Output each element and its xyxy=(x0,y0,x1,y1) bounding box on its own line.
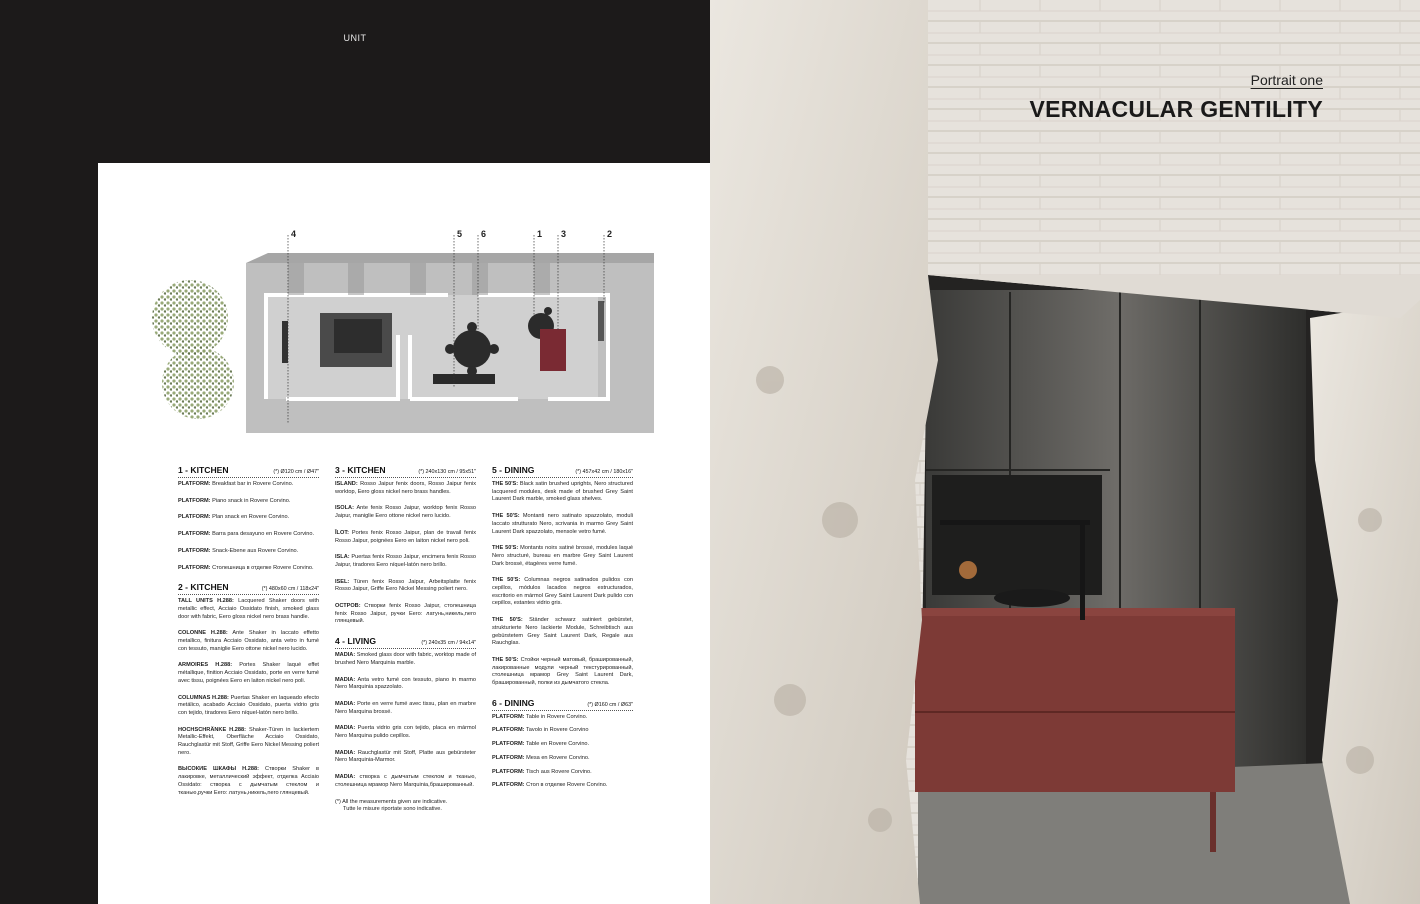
section-title: 4 - LIVING xyxy=(335,636,377,647)
callout-2: 2 xyxy=(607,229,613,239)
stone-jamb-left xyxy=(710,0,938,904)
unit-label: UNIT xyxy=(343,33,367,43)
callout-4: 4 xyxy=(291,229,297,239)
portrait-subtitle: Portrait one xyxy=(1250,72,1323,88)
section-title: 6 - DINING xyxy=(492,697,535,708)
dark-header-band xyxy=(0,0,710,163)
section-1-kitchen: 1 - KITCHEN (*) Ø120 cm / Ø47" PLATFORM: Breakfast bar in Rovere Corvino. PLATFORM: Piano snack in Rovere Corvino. PLATFORM: Plan snack en Rovere Corvino. PLATFORM: Barra para desayuno en Rovere Corvino. PLATFORM: Snack-Ebene aus Rovere Corvino. PLATFORM: Столешница в отделке Rovere Corvino. xyxy=(178,465,319,571)
section-3-kitchen: 3 - KITCHEN (*) 240x130 cm / 95x51" ISLAND: Rosso Jaipur fenix doors, Rosso Jaipur fenix worktop, Eero gloss nickel nero brass handles. ISOLA: Ante fenix Rosso Jaipur, worktop fenix Rosso Jaipur, maniglie Eero ottone nickel nero lucido. ÎLOT: Portes fenix Rosso Jaipur, plan de travail fenix Rosso Jaipur, poignées Eero en laiton nickel nero poli. ISLA: Puertas fenix Rosso Jaipur, encimera fenix Rosso Jaipur, tiradores Eero níquel-latón nero brillo. ISEL: Türen fenix Rosso Jaipur, Arbeitsplatte fenix Rosso Jaipur, Griffe Eero Nickel Messing poliert nero. ОСТРОВ: Створки fenix Rosso Jaipur, столешница fenix Rosso Jaipur, ручки Eero: латунь,никель,nero глянцевый. xyxy=(335,465,477,625)
specification-sheet xyxy=(98,163,710,904)
section-measure: (*) 480x60 cm / 118x24" xyxy=(261,586,319,593)
section-title: 2 - KITCHEN xyxy=(178,582,229,593)
section-5-dining: 5 - DINING (*) 457x42 cm / 180x16" THE 50'S: Black satin brushed uprights, Nero structured lacquered modules, desk made of brushed Grey Saint Laurent Dark marble, smoked glass shelves. THE 50'S: Montanti nero satinato spazzolato, moduli laccato strutturato Nero, scrivania in marmo Grey Saint Laurent Dark spazzolato, mensole vetro fumé. THE 50'S: Montants noirs satiné brossé, modules laqué Nero structuré, bureau en marbre Grey Saint Laurent Dark brossé, étagères verre fumé. THE 50'S: Columnas negros satinados pulidos con cepillos, módulos lacados negros estructurados, escritorio en mármol Grey Saint Laurent Dark pulido con cepillos, estantes vidrio gris. THE 50'S: Ständer schwarz satiniert gebürstet, strukturierte Nero lackierte Module, Schreibtisch aus gebürstetem Grey Saint Laurent Dark, Regale aus Rauchglas. THE 50'S: Стойки черный матовый, брашированный, лакированные модули черный текстурированный, столешница мрамор Grey Saint Laurent Dark, брашированный, полки из дымчатого стекла. xyxy=(492,465,634,687)
column-3 xyxy=(492,465,633,796)
section-title: 5 - DINING xyxy=(492,465,535,475)
section-measure: (*) Ø160 cm / Ø63" xyxy=(587,701,633,708)
callout-6: 6 xyxy=(481,229,487,239)
section-measure: (*) 240x35 cm / 94x14" xyxy=(421,640,476,647)
callout-1: 1 xyxy=(537,229,543,239)
section-title: 1 - KITCHEN xyxy=(178,465,229,475)
tree-illustration xyxy=(152,280,234,419)
red-island xyxy=(540,329,566,371)
section-measure: (*) 457x42 cm / 180x16" xyxy=(575,469,633,475)
callout-3: 3 xyxy=(561,229,567,239)
page-title: VERNACULAR GENTILITY xyxy=(1029,96,1323,122)
kitchen-photo-panel xyxy=(710,0,1420,904)
section-measure: (*) 240x130 cm / 95x51" xyxy=(418,469,476,475)
section-title: 3 - KITCHEN xyxy=(335,465,386,475)
madia-unit xyxy=(433,374,495,384)
callout-5: 5 xyxy=(457,229,463,239)
column-1 xyxy=(178,465,319,806)
measurement-footnote: (*) All the measurements given are indicative. Tutte le misure riportate sono indicative. xyxy=(335,798,448,813)
section-2-kitchen: 2 - KITCHEN (*) 480x60 cm / 118x24" TALL UNITS H.288: Lacquered Shaker doors with metallic effect, Acciaio Ossidato finish, smoked glass door with fabric, Eero gloss nickel nero brass handle. COLONNE H.288: Ante Shaker in laccato effetto metallico, finitura Acciaio Ossidato, anta vetro in fumé con tessuto, maniglie Eero ottone nickel nero lucido. ARMOIRES H.288: Portes Shaker laqué effet métallique, finition Acciaio Ossidato, porte en verre fumé avec tissu, poignées Eero en laiton nickel nero poli. COLUMNAS H.288: Puertas Shaker en laqueado efecto metálico, acabado Acciaio Ossidato, puerta vidrio gris con tejido, tiradores Eero níquel-latón nero brillo. HOCHSCHRÄNKE H.288: Shaker-Türen in lackiertem Metallic-Effekt, Oberfläche Acciaio Ossidato, Rauchglastür mit Stoff, Griffe Eero Nickel Messing poliert nero. ВЫСОКИЕ ШКАФЫ H.288: Створки Shaker в лакировке, металлический эффект, отделка Acciaio Ossidato: створка с дымчатым стеклом и тканью,ручки Eero: латунь,никель,nero глянцевый. xyxy=(178,582,320,796)
kitchen-photograph xyxy=(710,0,1420,904)
section-measure: (*) Ø120 cm / Ø47" xyxy=(273,469,319,475)
tall-units xyxy=(598,301,604,341)
section-6-dining: 6 - DINING (*) Ø160 cm / Ø63" PLATFORM: Table in Rovere Corvino. PLATFORM: Tavolo in Rovere Corvino PLATFORM: Table en Rovere Corvino. PLATFORM: Mesa en Rovere Corvino. PLATFORM: Tisch aus Rovere Corvino. PLATFORM: Стол в отделке Rovere Corvino. xyxy=(492,697,633,789)
section-4-living: 4 - LIVING (*) 240x35 cm / 94x14" MADIA: Smoked glass door with fabric, worktop made of brushed Nero Marquinia marble. MADIA: Anta vetro fumé con tessuto, piano in marmo Nero Marquinia spazzolato. MADIA: Porte en verre fumé avec tissu, plan en marbre Nero Marquina brossé. MADIA: Puerta vidrio gris con tejido, placa en mármol Nero Marquina pulido cepillos. MADIA: Rauchglastür mit Stoff, Platte aus gebürsteter Nero Marquinia-Marmor. MADIA: створка с дымчатым стеклом и тканью, столешница мрамор Nero Marquinia,брашированный. xyxy=(335,636,477,788)
floor-plan-diagram xyxy=(148,223,668,453)
column-2 xyxy=(335,465,476,814)
red-kitchen-island xyxy=(915,612,1235,792)
